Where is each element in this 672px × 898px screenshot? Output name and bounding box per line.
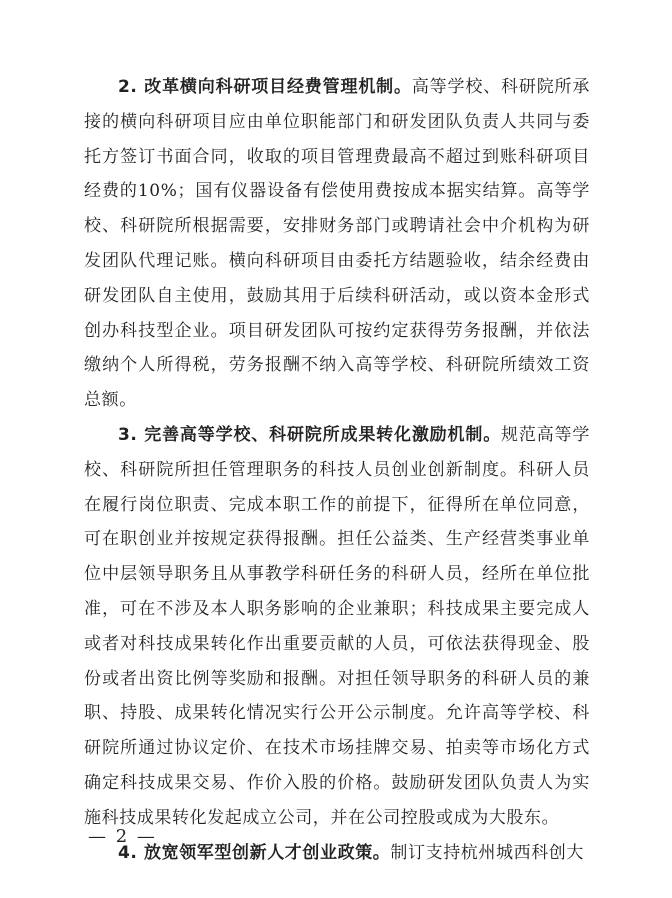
paragraph-4 — [84, 836, 590, 871]
paragraph-3 — [84, 418, 590, 836]
paragraph-3-heading: 3. 完善高等学校、科研院所成果转化激励机制。 — [118, 424, 502, 445]
document-body — [84, 70, 590, 870]
paragraph-4-heading: 4. 放宽领军型创新人才创业政策。 — [118, 842, 391, 863]
paragraph-2 — [84, 70, 590, 418]
paragraph-2-body: 高等学校、科研院所承接的横向科研项目应由单位职能部门和研发团队负责人共同与委托方签订书面合同，收取的项目管理费最高不超过到账科研项目经费的10%；国有仪器设备有偿使用费按成本据实结算。高等学校、科研院所根据需要，安排财务部门或聘请社会中介机构为研发团队代理记账。横向科研项目由委托方结题验收，结余经费由研发团队自主使用，鼓励其用于后续科研活动，或以资本金形式创办科技型企业。项目研发团队可按约定获得劳务报酬，并依法缴纳个人所得税，劳务报酬不纳入高等学校、科研院所绩效工资总额。 — [84, 77, 590, 411]
paragraph-4-body: 制订支持杭州城西科创大 — [390, 842, 585, 863]
paragraph-2-heading: 2. 改革横向科研项目经费管理机制。 — [118, 77, 412, 97]
page-number: — 2 — — [88, 826, 157, 847]
paragraph-3-body: 规范高等学校、科研院所担任管理职务的科技人员创业创新制度。科研人员在履行岗位职责、完成本职工作的前提下，征得所在单位同意，可在职创业并按规定获得报酬。担任公益类、生产经营类事业单位中层领导职务且从事教学科研任务的科研人员，经所在单位批准，可在不涉及本人职务影响的企业兼职；科技成果主要完成人或者对科技成果转化作出重要贡献的人员，可依法获得现金、股份或者出资比例等奖励和报酬。对担任领导职务的科研人员的兼职、持股、成果转化情况实行公开公示制度。允许高等学校、科研院所通过协议定价、在技术市场挂牌交易、拍卖等市场化方式确定科技成果交易、作价入股的价格。鼓励研发团队负责人为实施科技成果转化发起成立公司，并在公司控股或成为大股东。 — [84, 424, 590, 828]
